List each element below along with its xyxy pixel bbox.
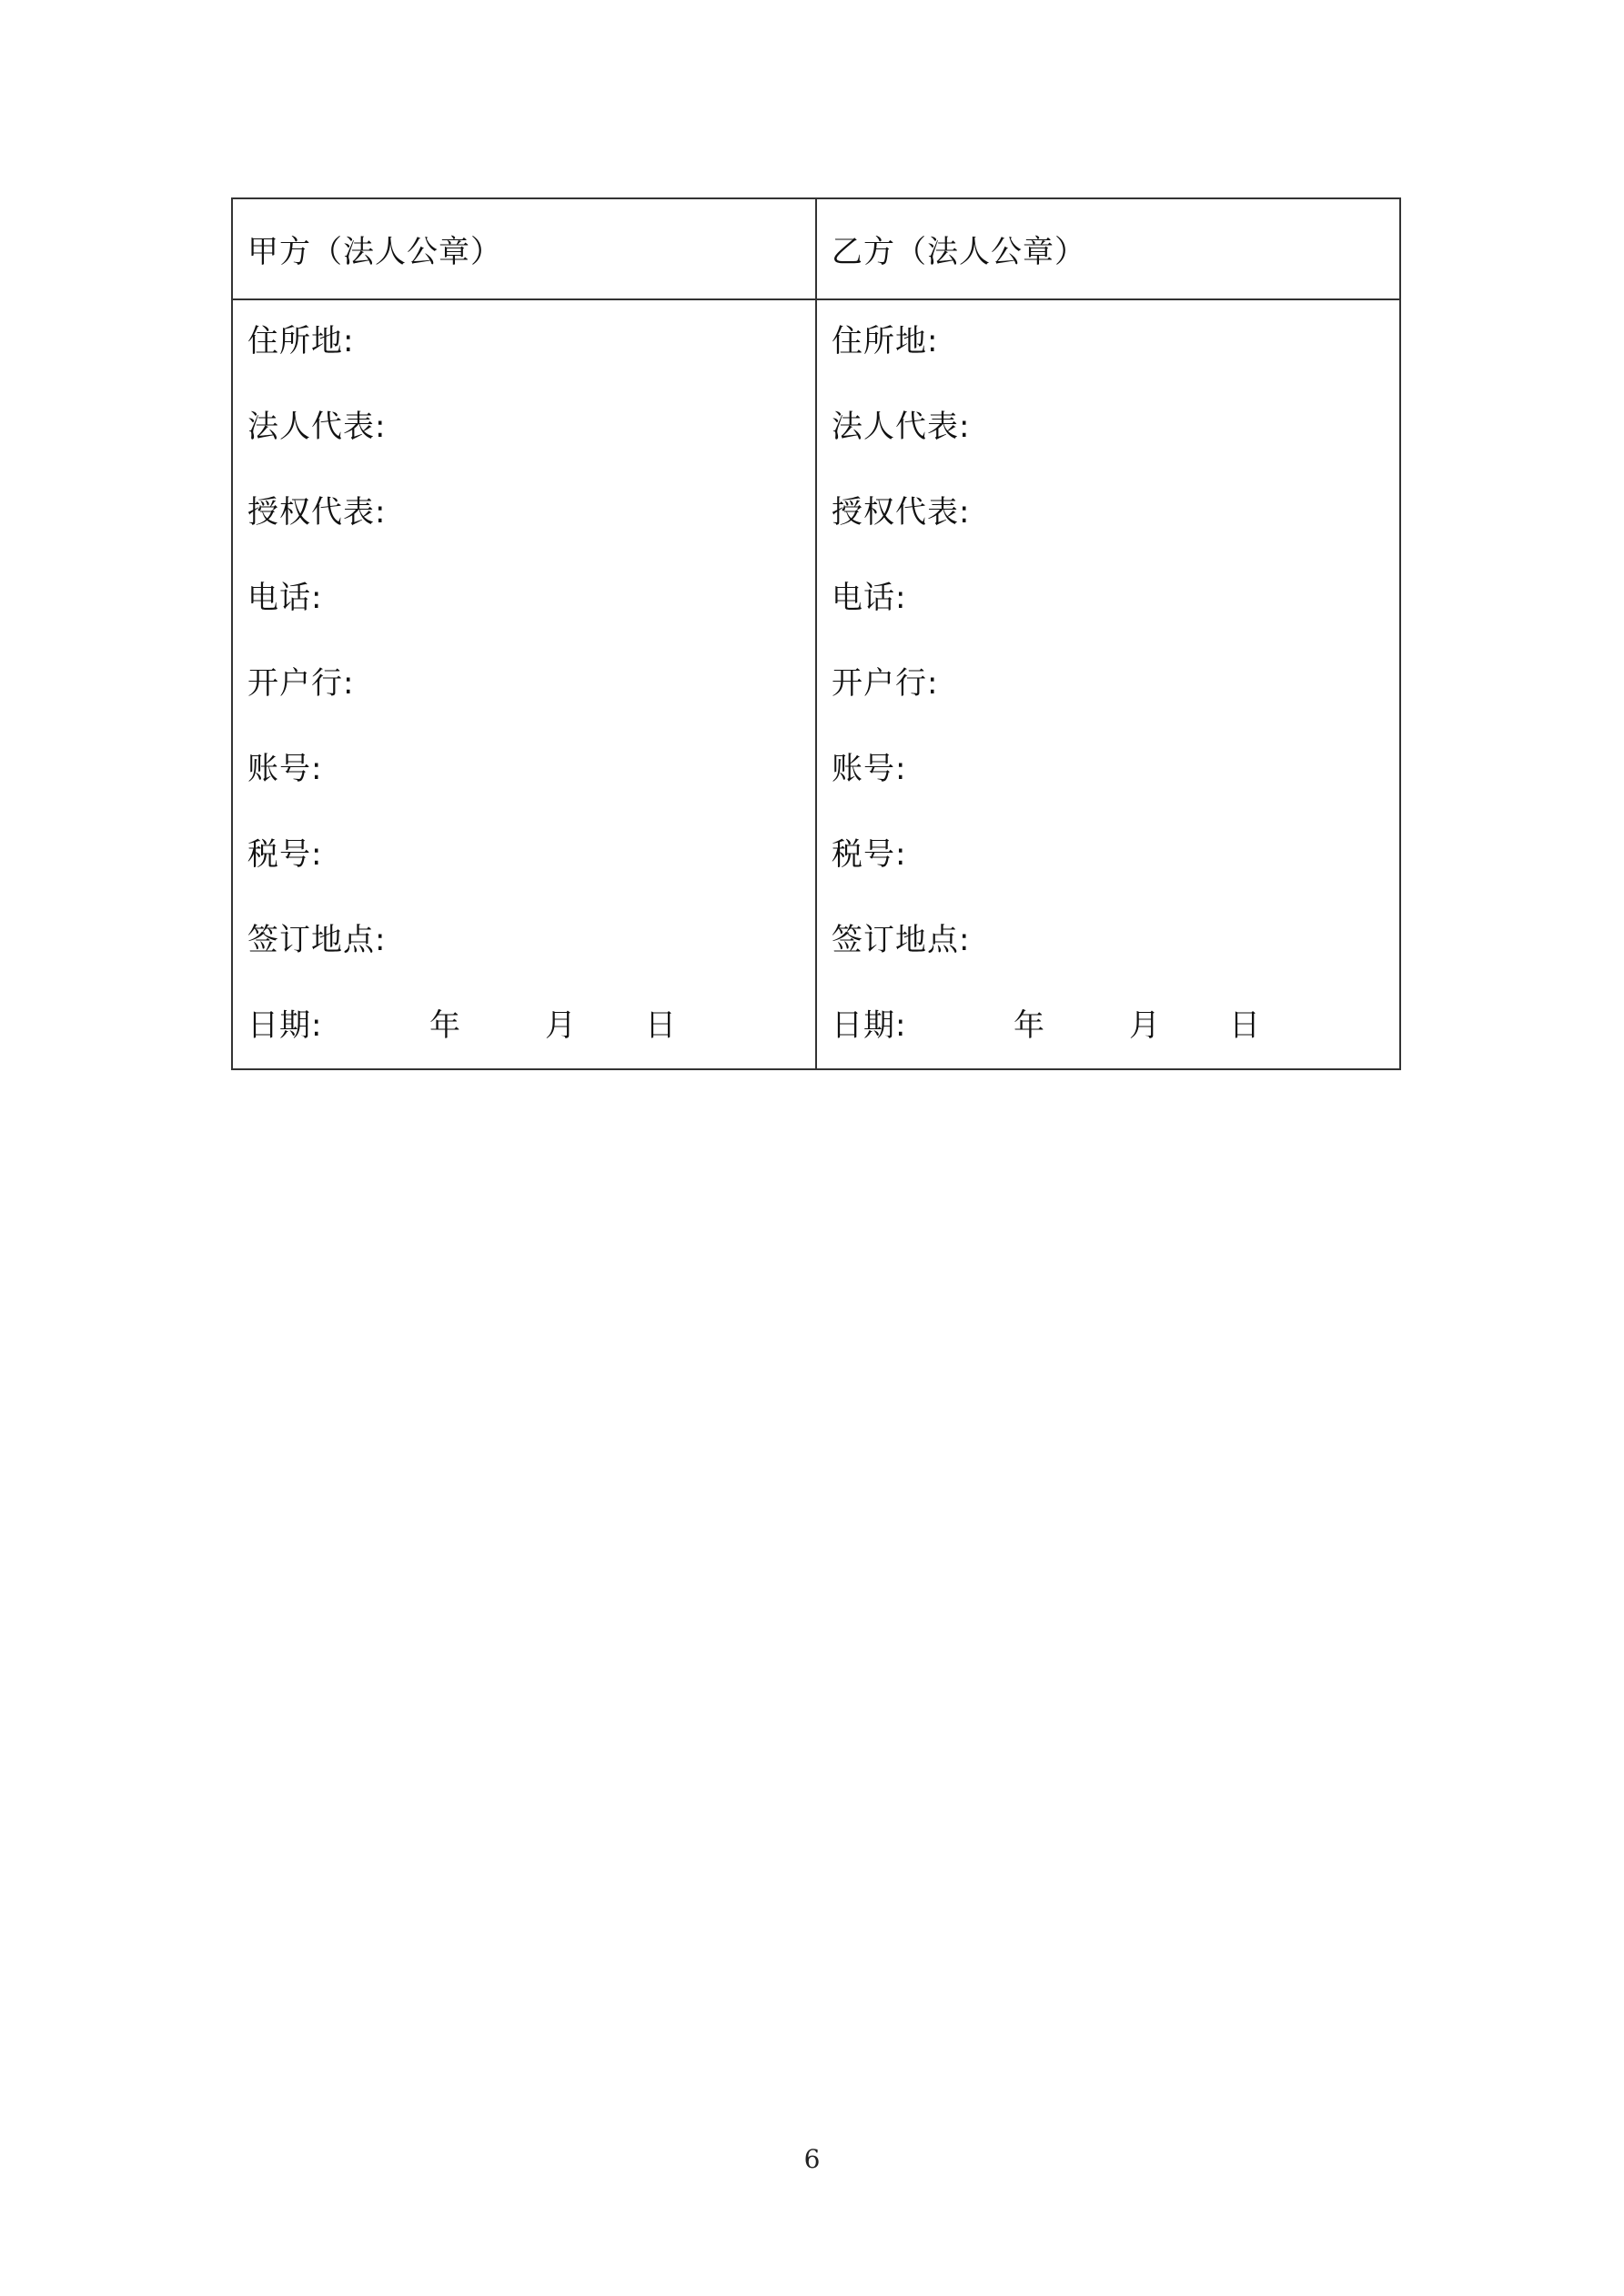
party-b-column [815,199,1399,1068]
party-b-account-label: 账号: [832,751,907,787]
party-b-phone-label: 电话: [832,580,907,616]
party-b-date-month: 月 [1129,1007,1161,1044]
party-b-date-label: 日期: [832,1007,907,1044]
party-a-signing-place-label: 签订地点: [247,922,387,958]
party-a-address-label: 住所地: [247,323,355,359]
party-b-legal-rep-label: 法人代表: [832,409,971,445]
party-b-date-row [832,1003,1399,1048]
party-a-date-month: 月 [545,1007,577,1044]
party-a-date-year: 年 [429,1007,461,1044]
party-b-header: 乙方（法人公章） [817,199,1399,300]
party-a-bank-label: 开户行: [247,665,355,702]
page-number: 6 [803,2144,821,2174]
party-a-date-day: 日 [645,1007,677,1044]
party-b-authorized-rep-label: 授权代表: [832,494,971,531]
party-b-bank-label: 开户行: [832,665,939,702]
signature-table [231,197,1401,1070]
party-a-column [233,199,815,1068]
party-b-fields [817,300,1399,1068]
party-b-tax-id-label: 税号: [832,836,907,873]
party-b-address-label: 住所地: [832,323,939,359]
party-b-date-day: 日 [1229,1007,1261,1044]
party-a-legal-rep-label: 法人代表: [247,409,387,445]
party-a-header: 甲方（法人公章） [233,199,815,300]
party-a-tax-id-label: 税号: [247,836,323,873]
party-a-date-label: 日期: [247,1007,323,1044]
party-b-date-year: 年 [1014,1007,1045,1044]
party-a-fields [233,300,815,1068]
party-a-authorized-rep-label: 授权代表: [247,494,387,531]
party-b-signing-place-label: 签订地点: [832,922,971,958]
party-a-phone-label: 电话: [247,580,323,616]
party-a-account-label: 账号: [247,751,323,787]
party-a-date-row [247,1003,815,1048]
